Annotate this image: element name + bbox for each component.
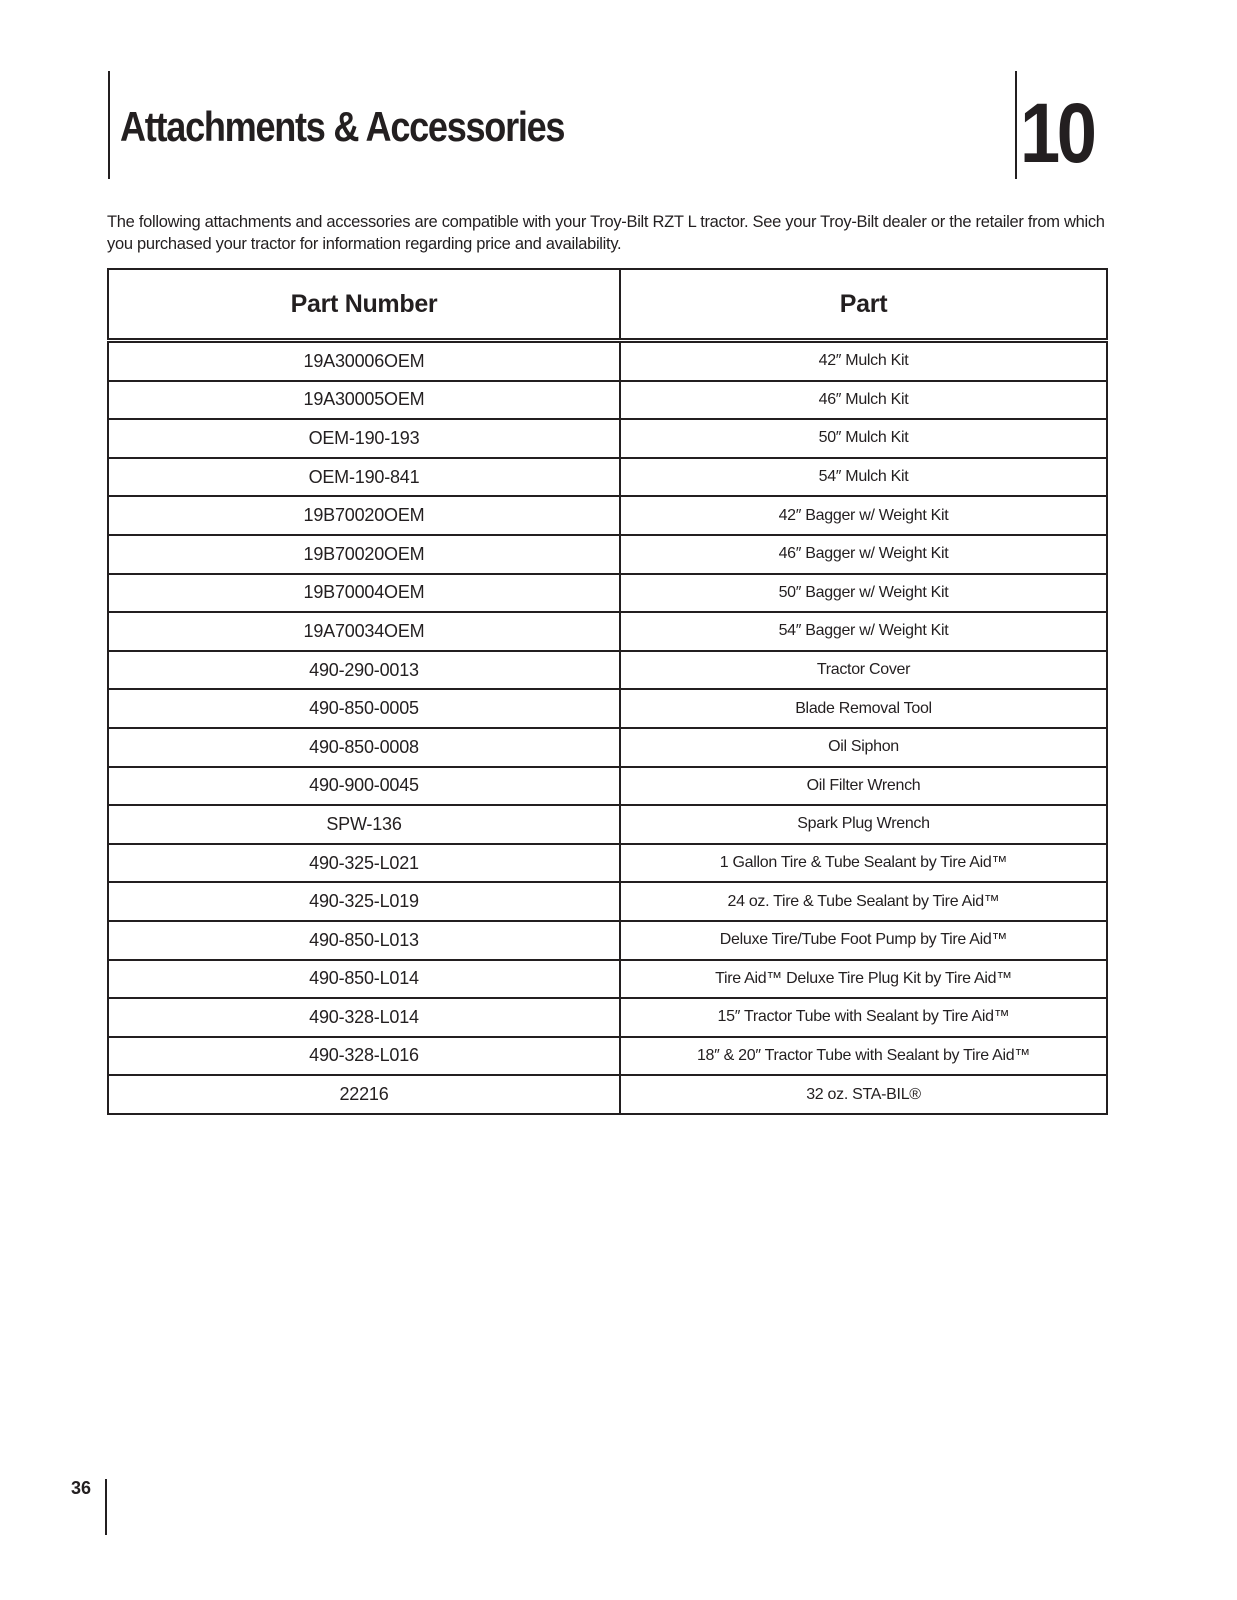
table-row — [108, 767, 1107, 806]
part-number-cell: 490-325-L021 — [108, 844, 620, 883]
parts-table — [107, 268, 1108, 1115]
table-row — [108, 341, 1107, 381]
part-description-cell: Tire Aid™ Deluxe Tire Plug Kit by Tire Aid™ — [620, 960, 1107, 999]
part-number-cell: OEM-190-841 — [108, 458, 620, 497]
part-description-cell: Oil Filter Wrench — [620, 767, 1107, 806]
part-description-cell: Oil Siphon — [620, 728, 1107, 767]
part-number-cell: 490-850-0005 — [108, 689, 620, 728]
table-row — [108, 882, 1107, 921]
part-number-cell: 19B70020OEM — [108, 496, 620, 535]
part-description-cell: 42″ Bagger w/ Weight Kit — [620, 496, 1107, 535]
part-number-cell: 19B70020OEM — [108, 535, 620, 574]
part-description-cell: Tractor Cover — [620, 651, 1107, 690]
footer-rule — [105, 1479, 107, 1535]
table-row — [108, 496, 1107, 535]
column-header-part: Part — [620, 269, 1107, 341]
part-number-cell: 19B70004OEM — [108, 574, 620, 613]
part-number-cell: 490-850-L013 — [108, 921, 620, 960]
column-header-part-number: Part Number — [108, 269, 620, 341]
chapter-rule — [1015, 71, 1017, 179]
part-description-cell: 46″ Mulch Kit — [620, 381, 1107, 420]
table-row — [108, 612, 1107, 651]
part-number-cell: SPW-136 — [108, 805, 620, 844]
part-number-cell: 490-328-L014 — [108, 998, 620, 1037]
part-description-cell: 50″ Mulch Kit — [620, 419, 1107, 458]
part-description-cell: 54″ Mulch Kit — [620, 458, 1107, 497]
part-description-cell: 1 Gallon Tire & Tube Sealant by Tire Aid™ — [620, 844, 1107, 883]
title-rule — [108, 71, 110, 179]
part-number-cell: 490-850-L014 — [108, 960, 620, 999]
part-number-cell: 22216 — [108, 1075, 620, 1114]
table-row — [108, 1075, 1107, 1114]
part-number-cell: 19A30006OEM — [108, 341, 620, 381]
page-title: Attachments & Accessories — [120, 103, 565, 150]
page-number: 36 — [71, 1478, 92, 1498]
part-description-cell: 18″ & 20″ Tractor Tube with Sealant by Tire Aid™ — [620, 1037, 1107, 1076]
part-description-cell: Deluxe Tire/Tube Foot Pump by Tire Aid™ — [620, 921, 1107, 960]
table-row — [108, 960, 1107, 999]
part-number-cell: 490-328-L016 — [108, 1037, 620, 1076]
part-description-cell: 46″ Bagger w/ Weight Kit — [620, 535, 1107, 574]
part-description-cell: 50″ Bagger w/ Weight Kit — [620, 574, 1107, 613]
part-number-cell: 490-900-0045 — [108, 767, 620, 806]
part-description-cell: 15″ Tractor Tube with Sealant by Tire Aid™ — [620, 998, 1107, 1037]
part-number-cell: 490-290-0013 — [108, 651, 620, 690]
part-number-cell: 490-850-0008 — [108, 728, 620, 767]
table-row — [108, 535, 1107, 574]
table-row — [108, 728, 1107, 767]
table-row — [108, 998, 1107, 1037]
table-row — [108, 419, 1107, 458]
part-number-cell: 19A30005OEM — [108, 381, 620, 420]
table-row — [108, 921, 1107, 960]
parts-table-body — [108, 341, 1107, 1114]
part-description-cell: 42″ Mulch Kit — [620, 341, 1107, 381]
part-number-cell: 19A70034OEM — [108, 612, 620, 651]
table-row — [108, 689, 1107, 728]
part-description-cell: 24 oz. Tire & Tube Sealant by Tire Aid™ — [620, 882, 1107, 921]
part-number-cell: 490-325-L019 — [108, 882, 620, 921]
part-description-cell: Blade Removal Tool — [620, 689, 1107, 728]
table-row — [108, 574, 1107, 613]
table-row — [108, 805, 1107, 844]
part-description-cell: Spark Plug Wrench — [620, 805, 1107, 844]
table-row — [108, 381, 1107, 420]
intro-paragraph: The following attachments and accessories are compatible with your Troy-Bilt RZT L tractor. See your Troy-Bilt dealer or the retailer from which you purchased your tractor for information regarding price and availability. — [107, 213, 1105, 253]
part-description-cell: 32 oz. STA-BIL® — [620, 1075, 1107, 1114]
table-header-row — [108, 269, 1107, 341]
table-row — [108, 1037, 1107, 1076]
table-row — [108, 458, 1107, 497]
chapter-number: 10 — [1020, 86, 1094, 180]
part-number-cell: OEM-190-193 — [108, 419, 620, 458]
table-row — [108, 844, 1107, 883]
table-row — [108, 651, 1107, 690]
part-description-cell: 54″ Bagger w/ Weight Kit — [620, 612, 1107, 651]
